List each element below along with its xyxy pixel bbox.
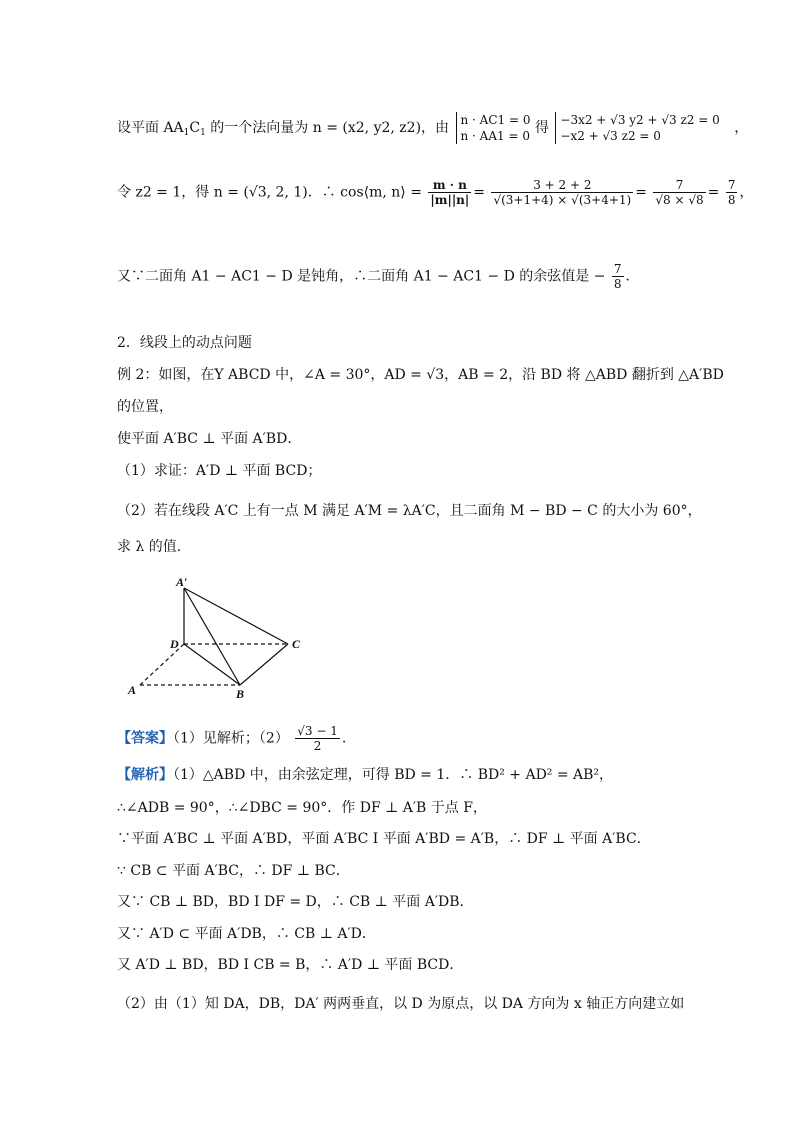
condition-system bbox=[456, 112, 531, 144]
num: 3 + 2 + 2 bbox=[491, 178, 633, 193]
sub: 1 bbox=[183, 128, 190, 138]
frac-2 bbox=[491, 178, 633, 207]
line3-text: 又∵二面角 A1 − AC1 − D 是钝角，∴二面角 A1 − AC1 − D 的余弦值是 − bbox=[117, 268, 606, 285]
answer-text: （1）见解析；（2） bbox=[173, 730, 289, 747]
line3-end: ． bbox=[625, 268, 640, 285]
dihedral-line bbox=[117, 262, 640, 291]
analysis-line-6: 又∵ A′D ⊂ 平面 A′DB，∴ CB ⊥ A′D． bbox=[117, 926, 376, 942]
num: m · n bbox=[428, 178, 471, 193]
edge-db bbox=[184, 644, 240, 685]
frac-5 bbox=[612, 262, 624, 291]
answer-line bbox=[117, 724, 346, 753]
label-c: C bbox=[292, 637, 301, 651]
sub2: 1 bbox=[200, 128, 206, 138]
eq-row-1: −3x2 + √3 y2 + √3 z2 = 0 bbox=[560, 113, 720, 127]
answer-end: . bbox=[341, 730, 347, 747]
den: 8 bbox=[613, 277, 622, 291]
num: √3 − 1 bbox=[297, 724, 338, 738]
analysis-line-4: ∵ CB ⊂ 平面 A′BC，∴ DF ⊥ BC． bbox=[117, 863, 350, 879]
den: √8 × √8 bbox=[655, 193, 704, 207]
frac-1 bbox=[428, 178, 471, 207]
analysis-line-2: ∴∠ADB = 90°，∴∠DBC = 90°．作 DF ⊥ A′B 于点 F， bbox=[117, 800, 487, 816]
answer-tag: 【答案】 bbox=[117, 730, 173, 747]
example-line-c: 使平面 A′BC ⊥ 平面 A′BD． bbox=[117, 431, 302, 447]
den: |m||n| bbox=[430, 193, 470, 207]
den: 8 bbox=[727, 193, 736, 207]
analysis-line-3: ∵平面 A′BC ⊥ 平面 A′BD，平面 A′BC I 平面 A′BD = A′B，∴ DF ⊥ 平面 A′BC． bbox=[117, 831, 651, 847]
question-2a: （2）若在线段 A′C 上有一点 M 满足 A′M = λA′C，且二面角 M − BD − C 的大小为 60°， bbox=[117, 503, 702, 519]
mid: C bbox=[189, 120, 201, 136]
label-a: A bbox=[128, 683, 137, 697]
label-a-prime: A′ bbox=[176, 575, 188, 589]
tetrahedron-figure bbox=[120, 574, 320, 702]
line1-text: 设平面 AA bbox=[117, 120, 184, 136]
example-line-b: 的位置， bbox=[117, 399, 173, 415]
analysis-tag: 【解析】 bbox=[117, 767, 173, 783]
line2-end: ， bbox=[739, 184, 754, 201]
example-line-a: 例 2：如图，在Y ABCD 中，∠A = 30°，AD = √3，AB = 2，沿 BD 将 △ABD 翻折到 △A′BD bbox=[117, 367, 724, 383]
analysis-text-1: （1）△ABD 中，由余弦定理，可得 BD = 1．∴ BD² + AD² = AB²， bbox=[173, 767, 614, 783]
analysis-line-7: 又 A′D ⊥ BD，BD I CB = B，∴ A′D ⊥ 平面 BCD． bbox=[117, 957, 464, 973]
num: 7 bbox=[613, 262, 622, 276]
section-heading: 2．线段上的动点问题 bbox=[117, 335, 252, 351]
question-2b: 求 λ 的值. bbox=[117, 539, 182, 555]
frac-4 bbox=[726, 178, 738, 207]
eq-row-2: −x2 + √3 z2 = 0 bbox=[560, 129, 661, 143]
num: 7 bbox=[727, 178, 736, 192]
cosine-line: 令 z2 = 1，得 n = (√3, 2, 1)．∴ cos⟨m, n⟩ = $\frac{m \cdot n}{|m||n|}$ = $\frac{3 + 2 + 2}{√(3+1+4) \times √(3+4+1)}$ = $\frac{7}{√8 \times √8}$ = $\frac{7}{8}$ ， bbox=[117, 178, 754, 207]
analysis-line-1 bbox=[117, 766, 613, 784]
den: 2 bbox=[313, 739, 322, 753]
normal-vector-line bbox=[117, 112, 748, 144]
num: 7 bbox=[653, 178, 705, 193]
line2-text: 令 z2 = 1，得 n = (√3, 2, 1)．∴ cos⟨m, n⟩ = bbox=[117, 184, 422, 201]
line1-vec: 2, y2, z2) bbox=[355, 120, 422, 136]
den: √(3+1+4) × √(3+4+1) bbox=[493, 193, 632, 207]
answer-frac bbox=[295, 724, 340, 753]
analysis-line-8: （2）由（1）知 DA，DB，DA′ 两两垂直，以 D 为原点，以 DA 方向为 x 轴正方向建立如 bbox=[117, 996, 685, 1012]
analysis-line-5: 又∵ CB ⊥ BD，BD I DF = D，∴ CB ⊥ 平面 A′DB． bbox=[117, 894, 474, 910]
label-d: D bbox=[170, 637, 179, 651]
line1-end: ， bbox=[734, 120, 749, 136]
equation-system bbox=[555, 112, 719, 144]
line1-you: ，由 bbox=[421, 120, 450, 136]
frac-3 bbox=[653, 178, 705, 207]
edge-bc bbox=[240, 644, 288, 685]
line1-text2: 的一个法向量为 n = (x bbox=[205, 120, 356, 136]
label-b: B bbox=[236, 687, 245, 701]
line1-de: 得 bbox=[534, 120, 549, 136]
question-1: （1）求证：A′D ⊥ 平面 BCD； bbox=[117, 463, 322, 479]
sys-row-2: n · AA1 = 0 bbox=[460, 129, 530, 143]
sys-row-1: n · AC1 = 0 bbox=[460, 113, 531, 127]
